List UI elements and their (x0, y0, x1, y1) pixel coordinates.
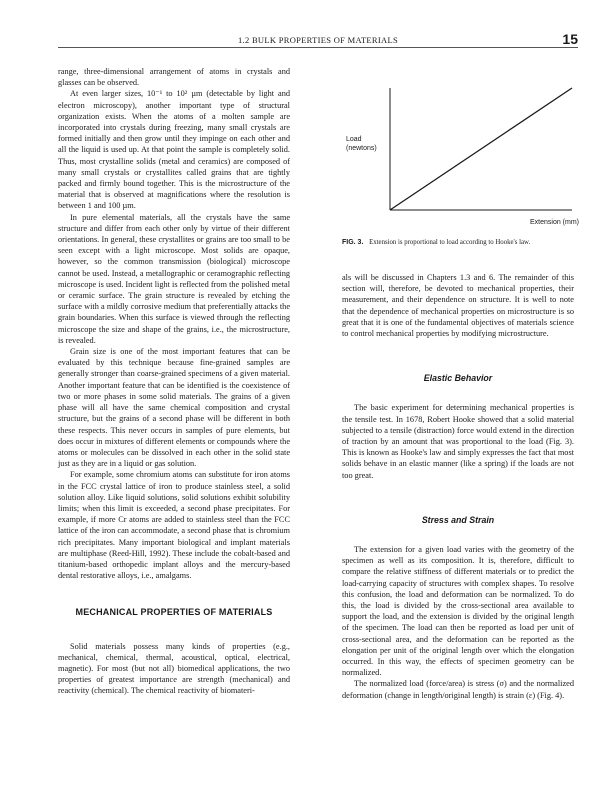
running-head: 1.2 BULK PROPERTIES OF MATERIALS (238, 35, 398, 45)
body-paragraph: Grain size is one of the most important features that can be evaluated by this technique because fine-grained samples are generally stronger than coarse-grained specimens of a given material. Another important feature that can be identified is the coexistence of two or more phases in some solid materials. The grains of a given phase will all have the same chemical composition and crystal structure, but the grains of a second phase will be different in both these respects. This never occurs in samples of pure elements, but does occur in mixtures of different elements or compounds where the atoms or molecules can be dissolved in each other in the solid state just as they are in a liquid or gas solution. (58, 347, 290, 469)
body-paragraph: range, three-dimensional arrangement of atoms in crystals and glasses can be observed. (58, 67, 290, 88)
left-column (58, 66, 290, 697)
body-paragraph: The extension for a given load varies with the geometry of the specimen as well as its composition. It is, therefore, difficult to compare the relative stiffness of different materials or to predict the load-carrying capacity of structures with complex shapes. To resolve this confusion, the load and deformation can be normalized. To do this, the load is divided by the cross-sectional area available to support the load, and the extension is divided by the original length of the specimen. The load can then be reported as load per unit of cross-sectional area, and the deformation can be reported as the elongation per unit of the original length over which the elongation occurred. In this way, the effects of specimen geometry can be normalized. (342, 545, 574, 678)
figure-caption-label: FIG. 3. (342, 239, 364, 246)
body-paragraph: Solid materials possess many kinds of properties (e.g., mechanical, chemical, thermal, acoustical, optical, electrical, magnetic). For most (but not all) biomedical applications, the two properties of greatest importance are strength (mechanical) and reactivity (chemical). The chemical reactivity of biomateri- (58, 641, 290, 696)
section-heading: MECHANICAL PROPERTIES OF MATERIALS (75, 607, 273, 618)
body-paragraph: als will be discussed in Chapters 1.3 and 6. The remainder of this section will, therefore, be devoted to mechanical properties, their measurement, and their dependence on structure. It is well to note that the dependence of mechanical properties on microstructure is so great that it is one of the fundamental objectives of materials science to control mechanical properties by modifying microstructure. (342, 273, 574, 339)
page-number: 15 (562, 31, 578, 47)
series-line-hookes-law (390, 88, 572, 210)
subsection-heading-stress: Stress and Strain (421, 514, 495, 525)
body-paragraph: At even larger sizes, 10⁻¹ to 10² µm (detectable by light and electron microscopy), another important type of structural organization exists. When the atoms of a molten sample are incorporated into crystals during freezing, many small crystals are formed initially and then grow until they impinge on each other and all the liquid is used up. At that point the sample is completely solid. Thus, most crystalline solids (metal and ceramics) are composed of many small crystals or crystallites called grains that are tightly packed and firmly bound together. This is the microstructure of the material that is observed at magnifications where the resolution is between 1 and 100 µm. (58, 89, 290, 211)
figure-hookes-law (342, 58, 582, 268)
header-rule (58, 47, 578, 48)
figure-caption (342, 238, 582, 247)
figure-caption-text: Extension is proportional to load according to Hooke's law. (369, 239, 531, 246)
right-column (342, 272, 574, 701)
body-paragraph: The basic experiment for determining mechanical properties is the tensile test. In 1678, Robert Hooke showed that a solid material subjected to a tensile (distraction) force would extend in the direction of traction by an amount that was proportional to the load (Fig. 3). This is known as Hooke's law and simply expresses the fact that most solids behave in an elastic manner (like a spring) if the loads are not too great. (342, 403, 574, 480)
body-paragraph: For example, some chromium atoms can substitute for iron atoms in the FCC crystal lattice of iron to produce stainless steel, a solid solution alloy. Like liquid solutions, solid solutions exhibit solubility limits; when this limit is exceeded, a second phase precipitates. For example, if more Cr atoms are added to stainless steel than the FCC lattice of the iron can accommodate, a second phase that is chromium rich precipitates. Many important biological and implant materials are multiphase (Reed-Hill, 1992). These include the cobalt-based and titanium-based orthopedic implant alloys and the mercury-based dental restorative alloys, i.e., amalgams. (58, 470, 290, 581)
x-axis-label: Extension (mm) (530, 219, 580, 226)
subsection-heading-elastic: Elastic Behavior (423, 373, 493, 384)
body-paragraph: In pure elemental materials, all the crystals have the same structure and differ from each other only by virtue of their different orientations. In general, these crystallites or grains are too small to be seen except with a light microscope. Most solids are opaque, however, so the common transmission (biological) microscope cannot be used. Instead, a metallographic or ceramographic reflecting microscope is used. Incident light is reflected from the polished metal or ceramic surface. The grain structure is revealed by etching the surface with a mildly corrosive medium that preferentially attacks the grain boundaries. When this surface is viewed through the reflecting microscope the size and shape of the grains, i.e., the microstructure, is revealed. (58, 212, 290, 345)
y-axis-label: Load (newtons) (346, 136, 377, 152)
body-paragraph: The normalized load (force/area) is stress (σ) and the normalized deformation (change in length/original length) is strain (ε) (Fig. 4). (342, 679, 574, 700)
